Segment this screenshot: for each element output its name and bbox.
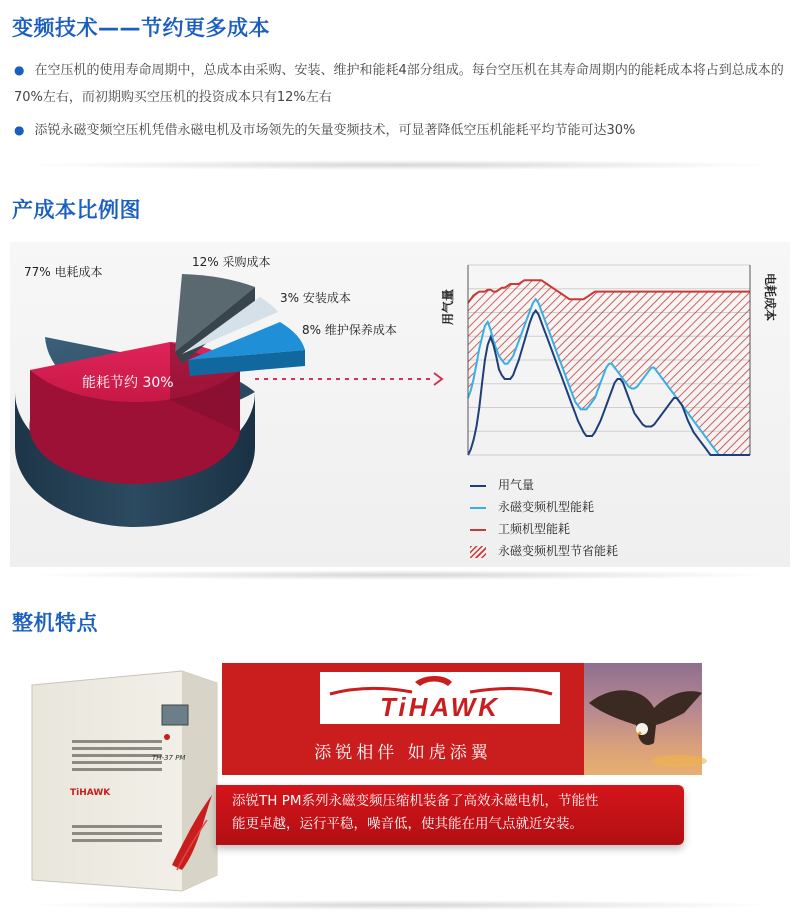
legend-item-power xyxy=(470,520,570,537)
line-chart-plot xyxy=(468,265,750,455)
eagle-icon xyxy=(584,663,702,775)
pie-label-install: 3% 安装成本 xyxy=(280,291,351,305)
legend-swatch-air xyxy=(470,485,486,487)
section-title-features: 整机特点 xyxy=(12,611,98,635)
pie-chart xyxy=(10,242,470,567)
brand-logo xyxy=(320,672,560,724)
legend-swatch-hatch xyxy=(470,546,486,558)
pie-label-saving: 能耗节约 30% xyxy=(82,375,174,391)
legend-item-air xyxy=(470,476,534,493)
section-divider-shadow xyxy=(20,570,780,580)
legend-item-saving xyxy=(470,542,618,559)
legend-label-saving: 永磁变频机型节省能耗 xyxy=(498,544,619,558)
legend-label-air: 用气量 xyxy=(498,478,535,492)
legend-item-pm xyxy=(470,498,594,515)
bullet-text-1: 在空压机的使用寿命周期中，总成本由采购、安装、维护和能耗4部分组成。每台空压机在其寿命周期内的能耗成本将占到总成本的70%左右，而初期购买空压机的投资成本只有12%左右 xyxy=(14,63,784,105)
description-line-1: 添锐TH PM系列永磁变频压缩机装备了高效永磁电机，节能性 xyxy=(232,793,599,809)
machine-brand-label: TiHAWK xyxy=(70,788,111,798)
saving-hatch-area xyxy=(468,280,750,455)
y-axis-label-left: 用气量 xyxy=(441,288,455,326)
pie-label-purchase: 12% 采购成本 xyxy=(192,255,271,269)
bullet-item-2 xyxy=(14,117,784,144)
section-title-inverter: 变频技术——节约更多成本 xyxy=(12,16,270,40)
brand-slogan: 添锐相伴 如虎添翼 xyxy=(314,743,492,763)
description-line-2: 能更卓越，运行平稳，噪音低，使其能在用气点就近安装。 xyxy=(232,816,583,832)
machine-control-panel xyxy=(162,705,188,725)
legend-swatch-pm xyxy=(470,507,486,509)
section-divider-shadow xyxy=(20,900,780,910)
bullet-item-1 xyxy=(14,57,784,111)
bullet-text-2: 添锐永磁变频空压机凭借永磁电机及市场领先的矢量变频技术，可显著降低空压机能耗平均节能可达30% xyxy=(34,123,636,138)
brand-logo-text: TiHAWK xyxy=(379,692,501,722)
description-text xyxy=(232,790,672,836)
bullet-dot-icon: ● xyxy=(14,63,25,77)
legend-label-power: 工频机型能耗 xyxy=(498,522,571,536)
pie-label-maintenance: 8% 维护保养成本 xyxy=(302,323,397,337)
bullet-dot-icon: ● xyxy=(14,123,25,137)
section-divider-shadow xyxy=(20,160,780,170)
legend-label-pm: 永磁变频机型能耗 xyxy=(498,500,595,514)
section-title-cost-ratio: 产成本比例图 xyxy=(12,198,141,222)
line-chart xyxy=(440,245,777,565)
legend-swatch-power xyxy=(470,529,486,531)
y-axis-label-right: 电耗成本 xyxy=(763,272,777,322)
machine-model-label: TH-37 PM xyxy=(152,754,186,762)
pie-label-power: 77% 电耗成本 xyxy=(24,265,103,279)
eagle-image xyxy=(584,663,702,775)
compressor-machine-image xyxy=(22,665,222,895)
